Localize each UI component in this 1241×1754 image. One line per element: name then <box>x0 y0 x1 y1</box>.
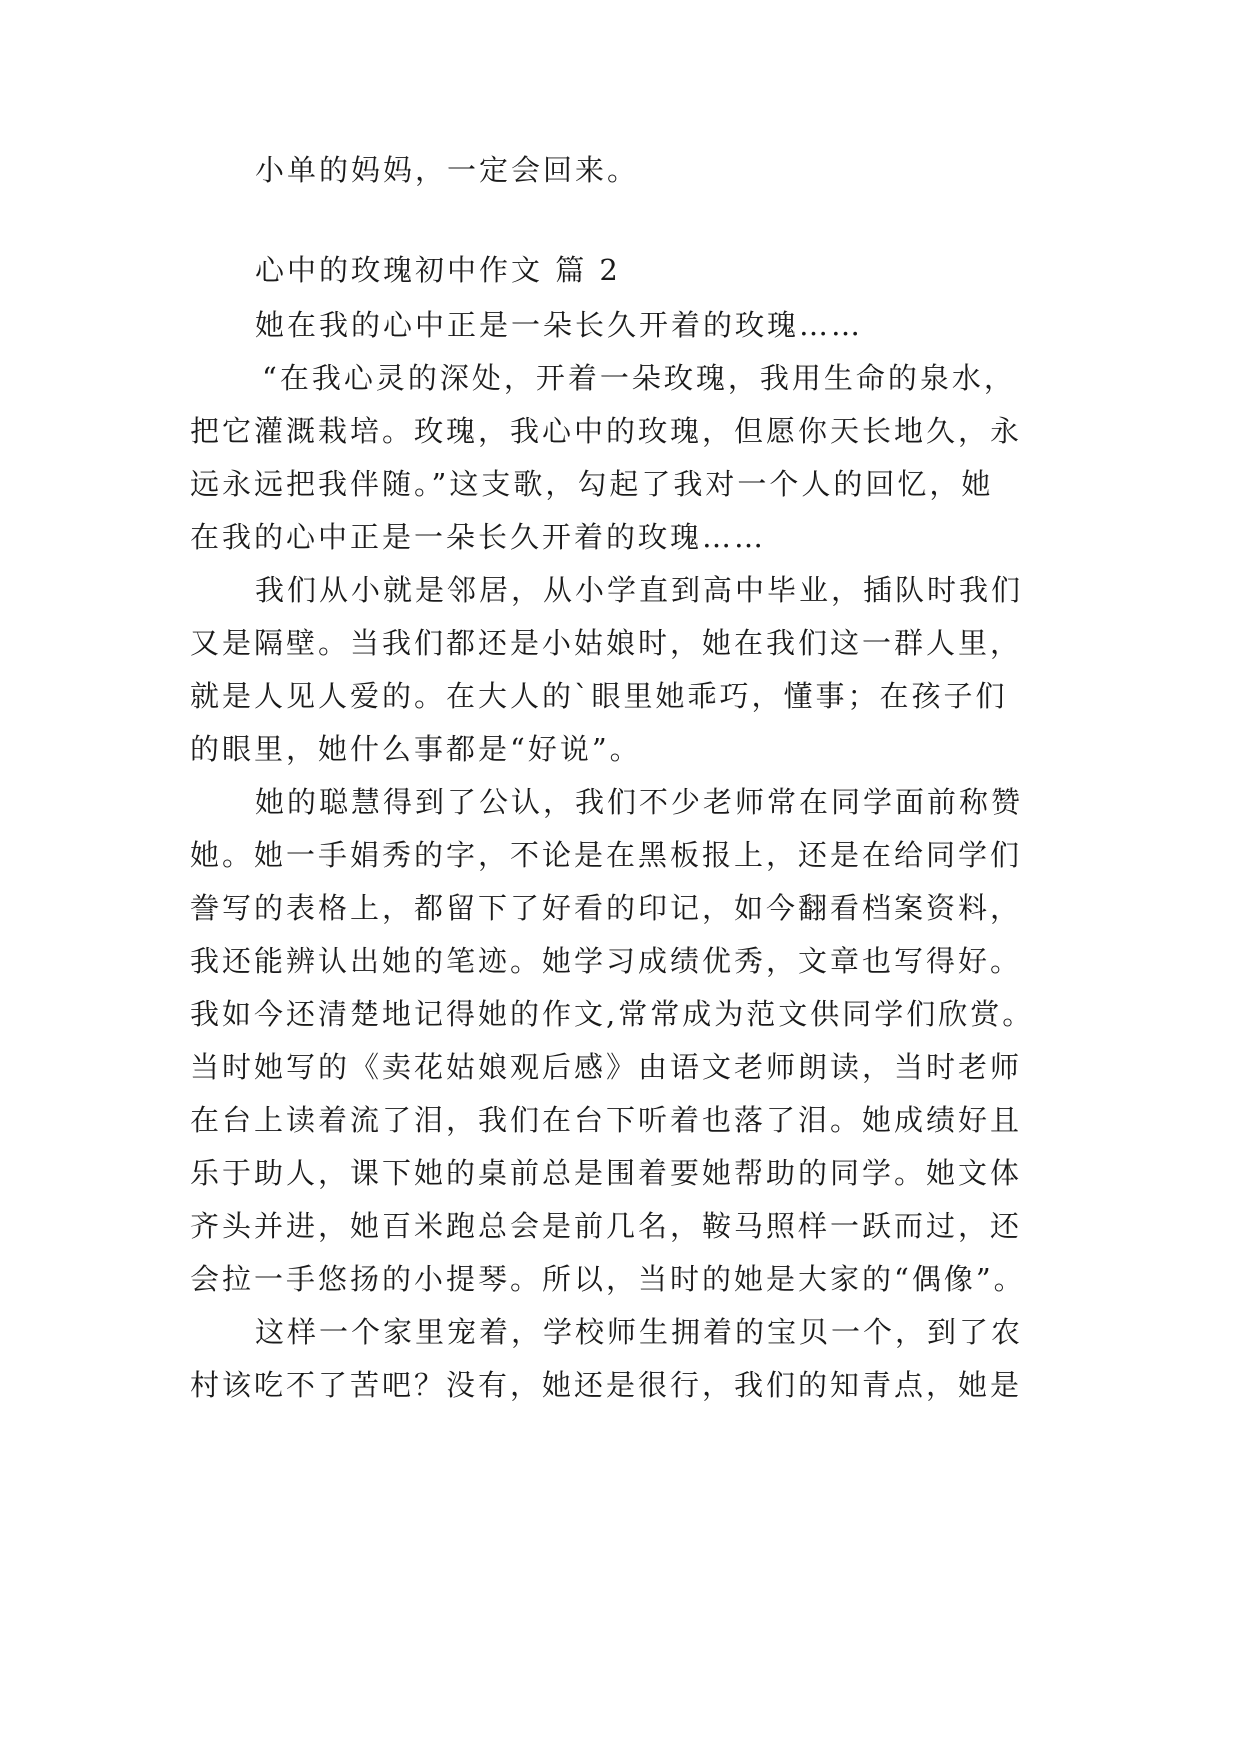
paragraph-line: 她在我的心中正是一朵长久开着的玫瑰…… <box>255 308 864 342</box>
paragraph-line: 这样一个家里宠着，学校师生拥着的宝贝一个，到了农 <box>255 1315 1024 1349</box>
paragraph-line: 在我的心中正是一朵长久开着的玫瑰…… <box>190 520 767 554</box>
essay-heading: 心中的玫瑰初中作文 篇 2 <box>255 253 621 287</box>
paragraph-line: 远永远把我伴随。”这支歌，勾起了我对一个人的回忆，她 <box>190 467 994 501</box>
paragraph-line: 村该吃不了苦吧？没有，她还是很行，我们的知青点，她是 <box>190 1368 1023 1402</box>
paragraph-line: 当时她写的《卖花姑娘观后感》由语文老师朗读，当时老师 <box>190 1050 1023 1084</box>
paragraph-line: 在台上读着流了泪，我们在台下听着也落了泪。她成绩好且 <box>190 1103 1023 1137</box>
paragraph-line: 誊写的表格上，都留下了好看的印记，如今翻看档案资料， <box>190 891 1023 925</box>
paragraph-line: 把它灌溉栽培。玫瑰，我心中的玫瑰，但愿你天长地久，永 <box>190 414 1023 448</box>
paragraph-line: 的眼里，她什么事都是“好说”。 <box>190 732 642 766</box>
paragraph-line: 又是隔壁。当我们都还是小姑娘时，她在我们这一群人里， <box>190 626 1023 660</box>
paragraph-line: 我还能辨认出她的笔迹。她学习成绩优秀，文章也写得好。 <box>190 944 1023 978</box>
paragraph-line: 她的聪慧得到了公认，我们不少老师常在同学面前称赞 <box>255 785 1024 819</box>
paragraph-line: 乐于助人，课下她的桌前总是围着要她帮助的同学。她文体 <box>190 1156 1023 1190</box>
paragraph-line: 她。她一手娟秀的字，不论是在黑板报上，还是在给同学们 <box>190 838 1023 872</box>
paragraph-line: 就是人见人爱的。在大人的`眼里她乖巧，懂事；在孩子们 <box>190 679 1008 713</box>
previous-essay-ending: 小单的妈妈，一定会回来。 <box>255 153 640 187</box>
paragraph-line: 齐头并进，她百米跑总会是前几名，鞍马照样一跃而过，还 <box>190 1209 1023 1243</box>
paragraph-line: “在我心灵的深处，开着一朵玫瑰，我用生命的泉水， <box>262 361 1016 395</box>
paragraph-line: 会拉一手悠扬的小提琴。所以，当时的她是大家的“偶像”。 <box>190 1262 1026 1296</box>
paragraph-line: 我如今还清楚地记得她的作文,常常成为范文供同学们欣赏。 <box>190 997 1035 1031</box>
paragraph-line: 我们从小就是邻居，从小学直到高中毕业，插队时我们 <box>255 573 1024 607</box>
